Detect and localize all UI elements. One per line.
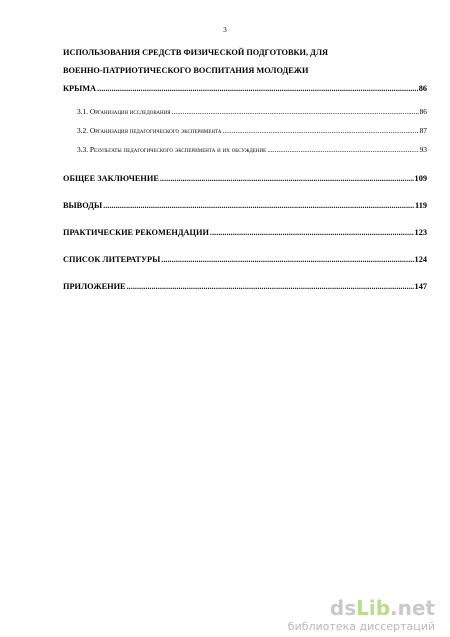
logo-lib: Lib bbox=[356, 596, 391, 620]
toc-entry-page: 123 bbox=[414, 228, 427, 237]
dot-leader bbox=[160, 165, 414, 192]
toc-sub-label: 3.2. Организация педагогического эксперимента bbox=[77, 126, 222, 135]
toc-entry-label: ПРИЛОЖЕНИЕ bbox=[63, 282, 126, 291]
page-number: 3 bbox=[223, 26, 227, 34]
toc-heading-line-1: ИСПОЛЬЗОВАНИЯ СРЕДСТВ ФИЗИЧЕСКОЙ ПОДГОТОВКИ, ДЛЯ bbox=[63, 48, 328, 57]
toc-sub-entry-3-1[interactable] bbox=[77, 102, 427, 121]
toc-entry-page: 109 bbox=[414, 174, 427, 183]
table-of-contents bbox=[63, 44, 427, 300]
toc-entry-page: 119 bbox=[415, 201, 427, 210]
dot-leader bbox=[161, 246, 413, 273]
toc-sub-label: 3.3. Результаты педагогического эксперимента и их обсуждение bbox=[77, 145, 267, 154]
dot-leader bbox=[97, 80, 418, 98]
toc-entry-conclusions[interactable] bbox=[63, 192, 427, 219]
toc-entry-label: ВЫВОДЫ bbox=[63, 201, 103, 210]
toc-entry-page: 124 bbox=[414, 255, 427, 264]
dot-leader bbox=[103, 192, 414, 219]
toc-entry-label: ОБЩЕЕ ЗАКЛЮЧЕНИЕ bbox=[63, 174, 159, 183]
toc-entry-general-conclusion[interactable] bbox=[63, 165, 427, 192]
toc-entry-appendix[interactable] bbox=[63, 273, 427, 300]
toc-heading-line-2: ВОЕННО-ПАТРИОТИЧЕСКОГО ВОСПИТАНИЯ МОЛОДЕЖИ bbox=[63, 66, 309, 75]
dot-leader bbox=[210, 219, 414, 246]
toc-entry-practical-recommendations[interactable] bbox=[63, 219, 427, 246]
toc-sub-page: 86 bbox=[419, 107, 427, 116]
dslib-watermark bbox=[288, 598, 435, 633]
dot-leader bbox=[127, 273, 414, 300]
toc-sub-entry-3-3[interactable] bbox=[77, 140, 427, 159]
toc-heading-label: КРЫМА bbox=[63, 84, 97, 93]
logo-ds: ds bbox=[329, 596, 357, 620]
toc-heading-page: 86 bbox=[418, 84, 427, 93]
toc-entry-references[interactable] bbox=[63, 246, 427, 273]
toc-sub-page: 87 bbox=[419, 126, 427, 135]
toc-sub-page: 93 bbox=[419, 145, 427, 154]
dot-leader bbox=[267, 140, 418, 159]
dslib-logo bbox=[288, 598, 435, 618]
watermark-subtitle: библиотека диссертаций bbox=[287, 620, 435, 633]
logo-net: .net bbox=[390, 596, 435, 620]
toc-sub-entry-3-2[interactable] bbox=[77, 121, 427, 140]
toc-entry-label: СПИСОК ЛИТЕРАТУРЫ bbox=[63, 255, 161, 264]
dot-leader bbox=[222, 121, 418, 140]
toc-heading-line-3[interactable] bbox=[63, 80, 427, 98]
toc-entry-label: ПРАКТИЧЕСКИЕ РЕКОМЕНДАЦИИ bbox=[63, 228, 209, 237]
toc-entry-page: 147 bbox=[414, 282, 427, 291]
toc-sub-label: 3.1. Организация исследования bbox=[77, 107, 171, 116]
dot-leader bbox=[172, 102, 419, 121]
